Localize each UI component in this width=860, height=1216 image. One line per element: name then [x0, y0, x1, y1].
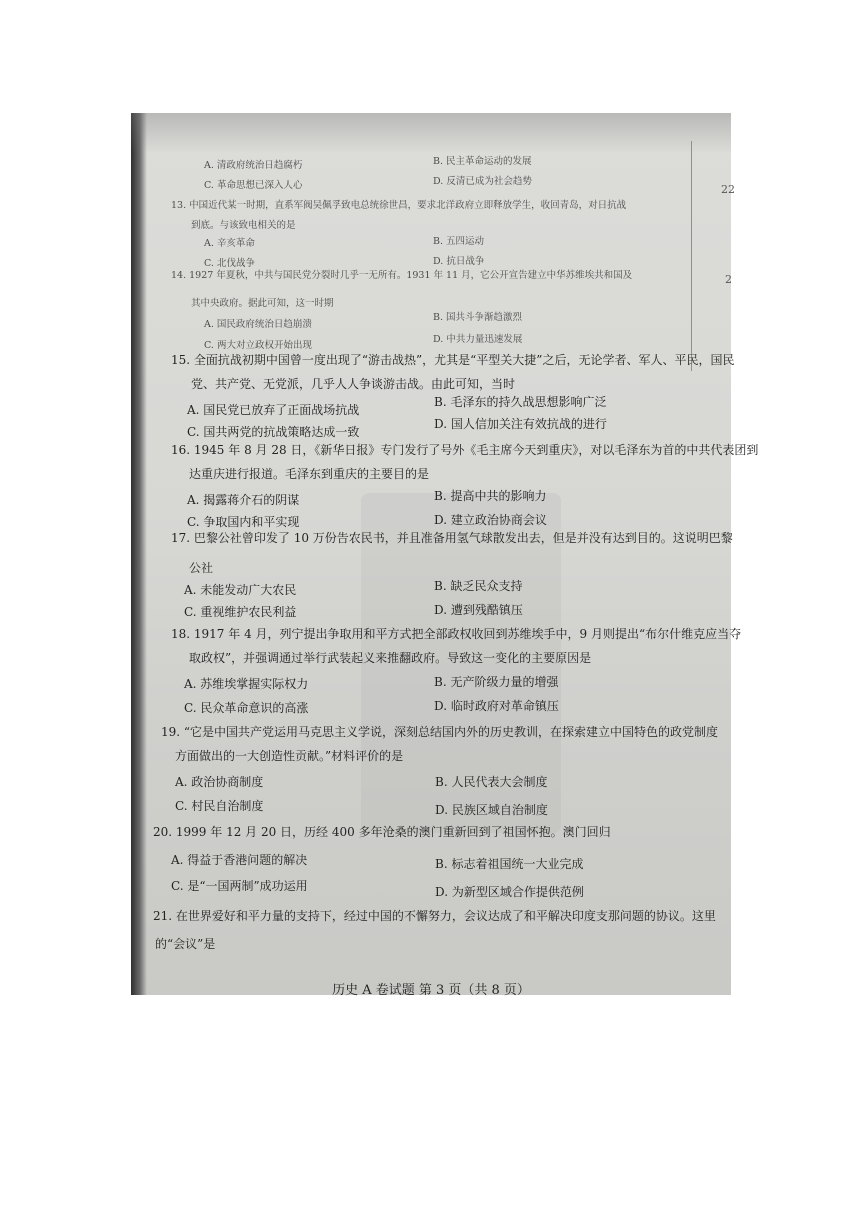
exam-line: D. 中共力量迅速发展 [433, 334, 523, 345]
exam-line: B. 人民代表大会制度 [435, 775, 548, 789]
exam-line: 取政权”，并强调通过举行武装起义来推翻政府。导致这一变化的主要原因是 [189, 651, 592, 665]
exam-line: A. 苏维埃掌握实际权力 [184, 677, 309, 691]
exam-line: D. 反清已成为社会趋势 [433, 176, 532, 187]
edge-number: 22 [721, 183, 735, 196]
exam-line: 其中央政府。据此可知，这一时期 [191, 298, 334, 309]
exam-line: B. 毛泽东的持久战思想影响广泛 [434, 395, 607, 409]
exam-line: 20. 1999 年 12 月 20 日，历经 400 多年沧桑的澳门重新回到了祖国怀抱。澳门回归 [153, 825, 611, 839]
exam-line: 的“会议”是 [155, 937, 216, 951]
exam-line: C. 村民自治制度 [175, 799, 264, 813]
exam-line: B. 缺乏民众支持 [434, 579, 523, 593]
exam-line: 到底。与该致电相关的是 [191, 220, 296, 231]
exam-line: 21. 在世界爱好和平力量的支持下，经过中国的不懈努力，会议达成了和平解决印度支那问题的协议。这里 [153, 909, 716, 923]
exam-content [131, 113, 759, 995]
exam-line: C. 民众革命意识的高涨 [184, 701, 309, 715]
exam-line: C. 国共两党的抗战策略达成一致 [187, 425, 360, 439]
exam-line: B. 提高中共的影响力 [434, 489, 547, 503]
exam-line: D. 遭到残酷镇压 [434, 603, 523, 617]
exam-line: C. 是“一国两制”成功运用 [171, 879, 308, 893]
exam-page-photo [131, 113, 759, 998]
exam-line: 18. 1917 年 4 月，列宁提出争取用和平方式把全部政权收回到苏维埃手中，9 月则提出“布尔什维克应当夺 [171, 627, 742, 641]
exam-line: 17. 巴黎公社曾印发了 10 万份告农民书，并且准备用氢气球散发出去，但是并没有达到目的。这说明巴黎 [171, 531, 733, 545]
exam-line: 党、共产党、无党派，几乎人人争谈游击战。由此可知，当时 [191, 377, 516, 391]
exam-line: D. 国人信加关注有效抗战的进行 [434, 417, 607, 431]
exam-line: A. 得益于香港问题的解决 [171, 853, 308, 867]
exam-line: 19. “它是中国共产党运用马克思主义学说，深刻总结国内外的历史教训，在探索建立中国特色的政党制度 [161, 725, 719, 739]
exam-line: A. 国民政府统治日趋崩溃 [204, 319, 312, 330]
exam-line: A. 国民党已放弃了正面战场抗战 [187, 403, 360, 417]
exam-line: C. 重视维护农民利益 [184, 605, 297, 619]
exam-line: A. 政治协商制度 [175, 775, 264, 789]
exam-line: 方面做出的一大创造性贡献。”材料评价的是 [175, 749, 404, 763]
exam-line: B. 无产阶级力量的增强 [434, 675, 559, 689]
exam-line: D. 为新型区域合作提供范例 [435, 885, 584, 899]
exam-line: B. 标志着祖国统一大业完成 [435, 857, 584, 871]
exam-line: 14. 1927 年夏秋，中共与国民党分裂时几乎一无所有。1931 年 11 月，它公开宣告建立中华苏维埃共和国及 [171, 270, 633, 281]
exam-line: C. 北伐战争 [204, 258, 255, 269]
exam-line: C. 争取国内和平实现 [187, 515, 300, 529]
exam-line: B. 五四运动 [433, 236, 485, 247]
exam-line: C. 革命思想已深入人心 [204, 180, 303, 191]
exam-line: 公社 [189, 561, 214, 575]
exam-line: A. 揭露蒋介石的阴谋 [187, 493, 300, 507]
page-footer: 历史 A 卷试题 第 3 页（共 8 页） [332, 983, 530, 998]
exam-line: A. 未能发动广大农民 [184, 583, 297, 597]
exam-line: A. 清政府统治日趋腐朽 [204, 160, 303, 171]
exam-line: 16. 1945 年 8 月 28 日，《新华日报》专门发行了号外《毛主席今天到重庆》，对以毛泽东为首的中共代表团到 [171, 443, 759, 457]
exam-line: D. 建立政治协商会议 [434, 513, 547, 527]
exam-line: B. 民主革命运动的发展 [433, 156, 532, 167]
edge-number: 2 [725, 273, 732, 286]
exam-line: 13. 中国近代某一时期，直系军阀吴佩孚致电总统徐世昌，要求北洋政府立即释放学生，收回青岛，对日抗战 [171, 200, 627, 211]
exam-line: A. 辛亥革命 [204, 238, 255, 249]
exam-line: 15. 全面抗战初期中国曾一度出现了“游击战热”，尤其是“平型关大捷”之后，无论学者、军人、平民，国民 [171, 353, 735, 367]
exam-line: D. 民族区域自治制度 [435, 803, 548, 817]
exam-line: D. 抗日战争 [433, 256, 485, 267]
exam-line: 达重庆进行报道。毛泽东到重庆的主要目的是 [189, 467, 430, 481]
exam-line: D. 临时政府对革命镇压 [434, 699, 559, 713]
exam-line: B. 国共斗争渐趋激烈 [433, 312, 523, 323]
exam-line: C. 两大对立政权开始出现 [204, 340, 312, 351]
